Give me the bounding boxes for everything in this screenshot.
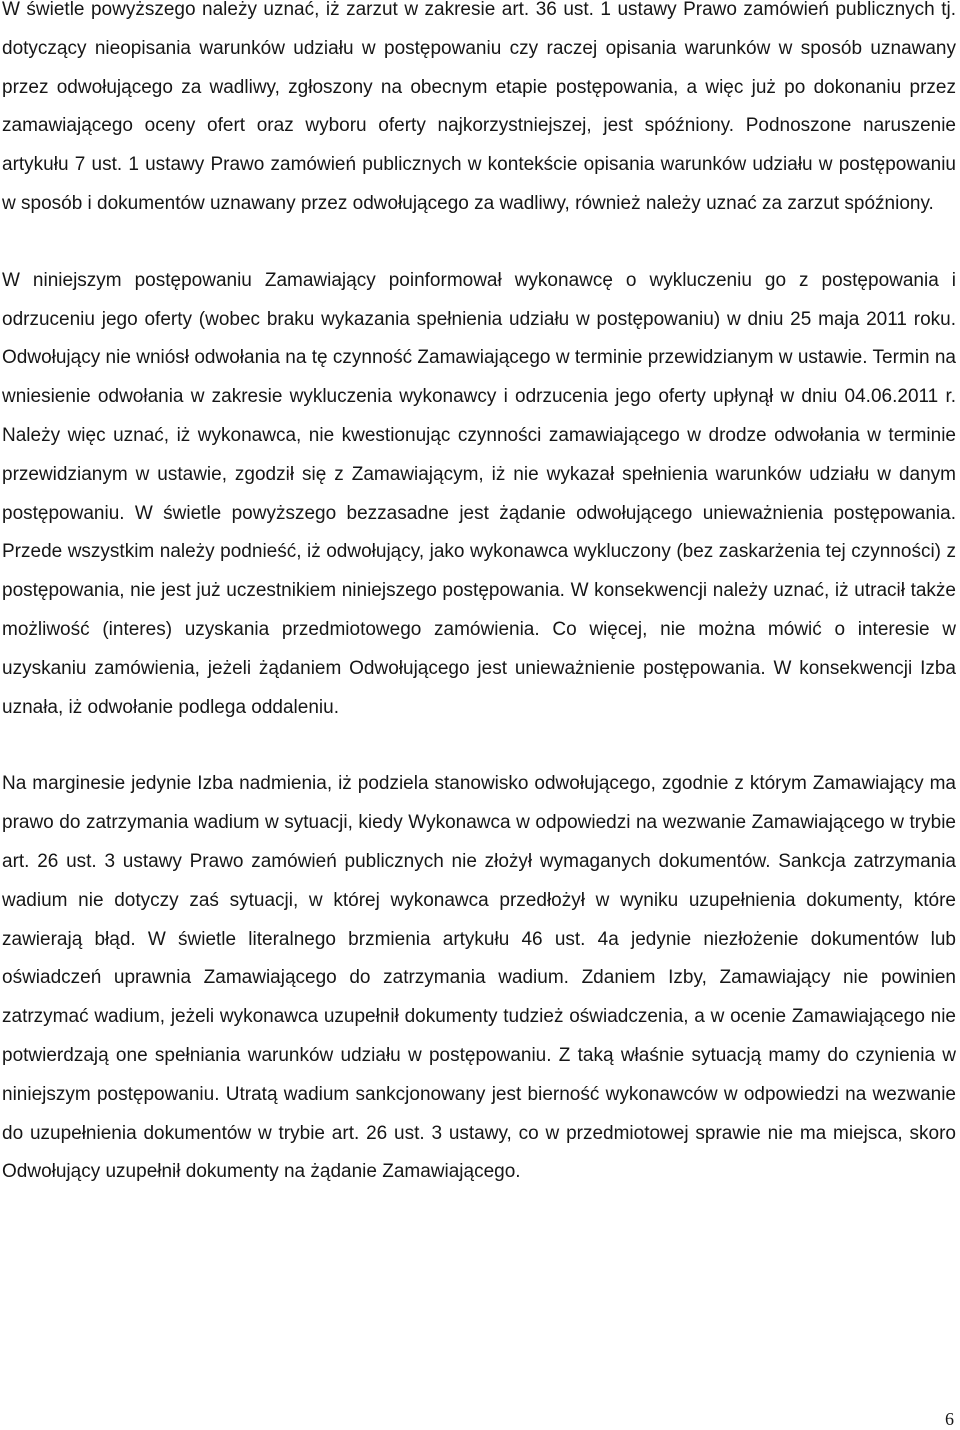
paragraph-bid-bond-retention: Na marginesie jedynie Izba nadmienia, iż podziela stanowisko odwołującego, zgodnie z którym Zamawiający ma prawo do zatrzymania wadium w sytuacji, kiedy Wykonawca w odpowiedzi na wezwanie Zamawiającego w trybie art. 26 ust. 3 ustawy Prawo zamówień publicznych nie złożył wymaganych dokumentów. Sankcja zatrzymania wadium nie dotyczy zaś sytuacji, w której wykonawca przedłożył w wyniku uzupełnienia dokumenty, które zawierają błąd. W świetle literalnego brzmienia artykułu 46 ust. 4a jedynie niezłożenie dokumentów lub oświadczeń uprawnia Zamawiającego do zatrzymania wadium. Zdaniem Izby, Zamawiający nie powinien zatrzymać wadium, jeżeli wykonawca uzupełnił dokumenty tudzież oświadczenia, a w ocenie Zamawiającego nie potwierdzają one spełniania warunków udziału w postępowaniu. Z taką właśnie sytuacją mamy do czynienia w niniejszym postępowaniu. Utratą wadium sankcjonowany jest bierność wykonawców w odpowiedzi na wezwanie do uzupełnienia dokumentów w trybie art. 26 ust. 3 ustawy, co w przedmiotowej sprawie nie ma miejsca, skoro Odwołujący uzupełnił dokumenty na żądanie Zamawiającego. <box>2 773 956 1183</box>
paragraph-exclusion-of-contractor: W niniejszym postępowaniu Zamawiający poinformował wykonawcę o wykluczeniu go z postępowania i odrzuceniu jego oferty (wobec braku wykazania spełnienia udziału w postępowaniu) w dniu 25 maja 2011 roku. Odwołujący nie wniósł odwołania na tę czynność Zamawiającego w terminie przewidzianym w ustawie. Termin na wniesienie odwołania w zakresie wykluczenia wykonawcy i odrzucenia jego oferty upłynął w dniu 04.06.2011 r. Należy więc uznać, iż wykonawca, nie kwestionując czynności zamawiającego w drodze odwołania w terminie przewidzianym w ustawie, zgodził się z Zamawiającym, iż nie wykazał spełnienia warunków udziału w danym postępowaniu. W świetle powyższego bezzasadne jest żądanie odwołującego unieważnienia postępowania. Przede wszystkim należy podnieść, iż odwołujący, jako wykonawca wykluczony (bez zaskarżenia tej czynności) z postępowania, nie jest już uczestnikiem niniejszego postępowania. W konsekwencji należy uznać, iż utracił także możliwość (interes) uzyskania przedmiotowego zamówienia. Co więcej, nie można mówić o interesie w uzyskaniu zamówienia, jeżeli żądaniem Odwołującego jest unieważnienie postępowania. W konsekwencji Izba uznała, iż odwołanie podlega oddaleniu. <box>2 269 956 718</box>
page-number: 6 <box>945 1409 954 1429</box>
paragraph-late-objection: W świetle powyższego należy uznać, iż zarzut w zakresie art. 36 ust. 1 ustawy Prawo zamówień publicznych tj. dotyczący nieopisania warunków udziału w postępowaniu czy raczej opisania warunków w sposób uznawany przez odwołującego za wadliwy, zgłoszony na obecnym etapie postępowania, a więc już po dokonaniu przez zamawiającego oceny ofert oraz wyboru oferty najkorzystniejszej, jest spóźniony. Podnoszone naruszenie artykułu 7 ust. 1 ustawy Prawo zamówień publicznych w kontekście opisania warunków udziału w postępowaniu w sposób i dokumentów uznawany przez odwołującego za wadliwy, również należy uznać za zarzut spóźniony. <box>2 0 956 214</box>
